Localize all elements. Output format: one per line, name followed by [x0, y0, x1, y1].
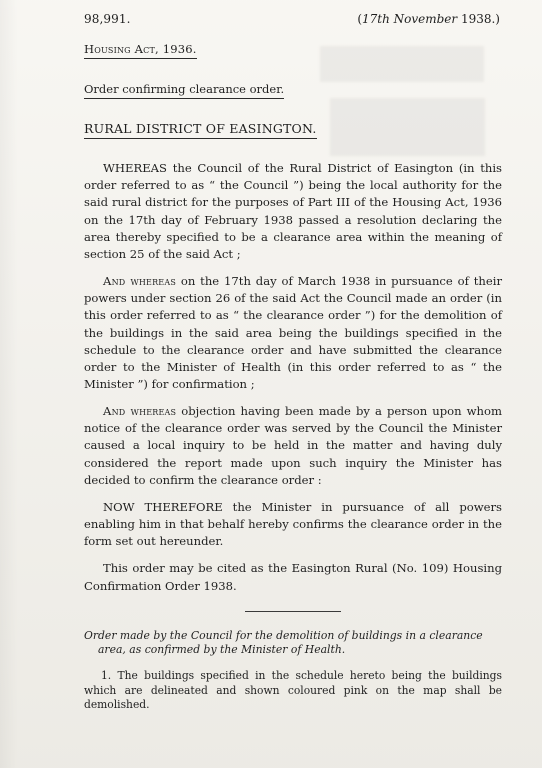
schedule-note-line-2: area, as confirmed by the Minister of Health.	[98, 642, 346, 656]
document-date: (17th November 1938.)	[357, 12, 500, 26]
paragraph-and-whereas-2: And whereas objection having been made by a person upon whom notice of the clearance order was served by the Council the Minister caused a local inquiry to be held in the matter and having duly considered the report made upon such inquiry the Minister has decided to confirm the clearance order :	[84, 404, 502, 487]
act-title: Housing Act, 1936.	[84, 42, 502, 59]
paragraph-citation: This order may be cited as the Easington Rural (No. 109) Housing Confirmation Order 1938.	[84, 561, 502, 593]
page-header	[84, 12, 502, 26]
schedule-note	[84, 629, 502, 658]
order-title: Order confirming clearance order.	[84, 82, 502, 99]
section-divider	[245, 611, 341, 612]
document-number: 98,991.	[84, 12, 131, 26]
paragraph-and-whereas-1: And whereas on the 17th day of March 1938 in pursuance of their powers under section 26 of the said Act the Council made an order (in this order referred to as “ the clearance order ”) for the demolition of the buildings in the said area being the buildings specified in the schedule to the clearance order and have submitted the clearance order to the Minister of Health (in this order referred to as “ the Minister ”) for confirmation ;	[84, 274, 502, 391]
schedule-note-line-1: Order made by the Council for the demolition of buildings in a clearance	[84, 628, 483, 642]
paragraph-whereas: WHEREAS the Council of the Rural District of Easington (in this order referred to as “ the Council ”) being the local authority for the said rural district for the purposes of Part III of the Housing Act, 1936 on the 17th day of February 1938 passed a resolution declaring the area thereby specified to be a clearance area within the meaning of section 25 of the said Act ;	[84, 161, 502, 261]
schedule-item-1: 1. The buildings specified in the schedule hereto being the buildings which are delineated and shown coloured pink on the map shall be demolished.	[84, 669, 502, 712]
district-heading: RURAL DISTRICT OF EASINGTON.	[84, 121, 502, 139]
paragraph-now-therefore: NOW THEREFORE the Minister in pursuance of all powers enabling him in that behalf hereby confirms the clearance order in the form set out hereunder.	[84, 499, 502, 549]
